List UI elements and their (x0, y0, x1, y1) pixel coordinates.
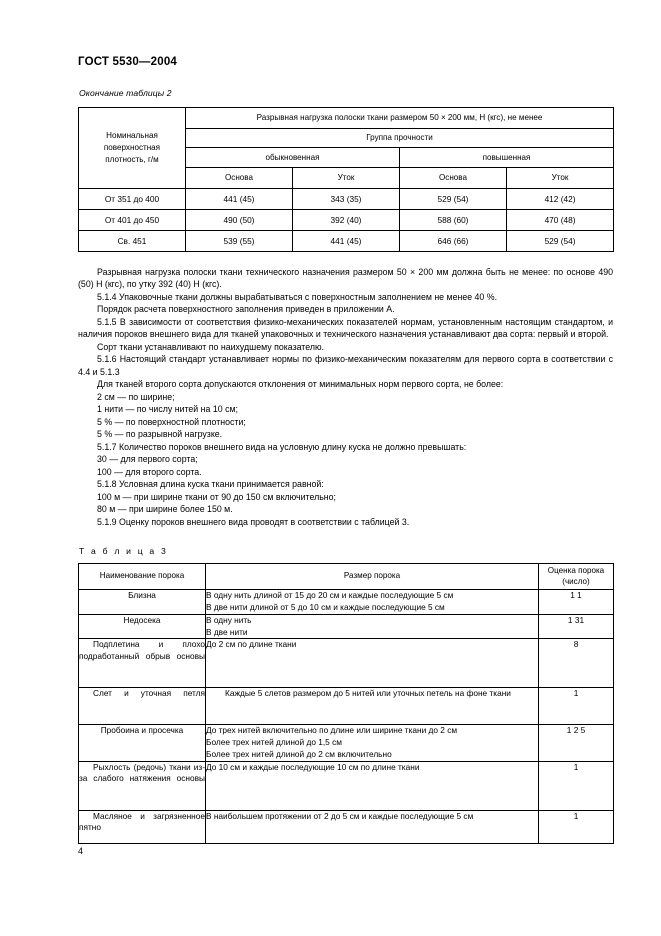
paragraph-dev-load: 5 % — по разрывной нагрузке. (97, 429, 223, 440)
table-row (79, 210, 614, 231)
page-content (78, 56, 613, 844)
table2-cell-inc-weft: 412 (42) (507, 189, 614, 210)
table2-cell-density: От 351 до 400 (79, 189, 186, 210)
table3-header-size: Размер порока (206, 564, 539, 590)
paragraph-dev-width: 2 см — по ширине; (97, 391, 175, 402)
table2-cell-inc-weft: 529 (54) (507, 231, 614, 252)
page-number: 4 (78, 846, 84, 856)
table2-header-increased: повышенная (400, 148, 614, 168)
table3-cell-score (539, 614, 614, 639)
table3-score-line: 1 (573, 688, 579, 699)
table3-score-line: 1 (577, 590, 582, 601)
body-text-block (78, 266, 613, 528)
table3-cell-size (206, 810, 539, 843)
table-row (79, 810, 614, 843)
table3-score-line: 1 (570, 590, 575, 601)
table3-cell-name: Рыхлость (редочь) ткани из-за слабого натяжения основы (79, 761, 206, 810)
table3-cell-size (206, 688, 539, 725)
table2-cell-ord-weft: 392 (40) (293, 210, 400, 231)
table2-header-weft-2: Уток (507, 168, 614, 189)
paragraph-calc-order: Порядок расчета поверхностного заполнения приведен в приложении А. (97, 304, 395, 315)
paragraph-5-1-9: 5.1.9 Оценку пороков внешнего вида проводят в соответствии с таблицей 3. (97, 516, 410, 527)
table3-cell-name: Слет и уточная петля (79, 688, 206, 725)
paragraph-5-1-6: 5.1.6 Настоящий стандарт устанавливает нормы по физико-механическим показателям для первого сорта в соответствии с 4.4 и 5.1.3 (78, 354, 613, 377)
table2-cell-ord-weft: 441 (45) (293, 231, 400, 252)
table3-size-line: До 10 см и каждые последующие 10 см по длине ткани (206, 761, 420, 772)
paragraph-defects-first: 30 — для первого сорта; (97, 454, 198, 465)
table2-cell-density: Св. 451 (79, 231, 186, 252)
table3-cell-size (206, 614, 539, 639)
table3-size-line: Каждые 5 слетов размером до 5 нитей или уточных петель на фоне ткани (225, 688, 511, 699)
paragraph-5-1-8: 5.1.8 Условная длина куска ткани принимается равной: (97, 479, 324, 490)
table2-cell-inc-warp: 646 (66) (400, 231, 507, 252)
table2-cell-inc-warp: 529 (54) (400, 189, 507, 210)
table-row (79, 590, 614, 615)
table2-caption: Окончание таблицы 2 (79, 88, 172, 98)
table-row (79, 725, 614, 761)
table3-size-line: В наибольшем протяжении от 2 до 5 см и каждые последующие 5 см (206, 810, 474, 821)
table2-cell-inc-warp: 588 (60) (400, 210, 507, 231)
table3-size-line: Более трех нитей длиной до 2 см включительно (206, 748, 392, 759)
table3-size-line: В одну нить длиной от 15 до 20 см и каждые последующие 5 см (206, 590, 454, 601)
table3-cell-size (206, 639, 539, 688)
table2-header-ordinary: обыкновенная (186, 148, 400, 168)
standard-header: ГОСТ 5530—2004 (78, 56, 178, 68)
table2-cell-ord-warp: 490 (50) (186, 210, 293, 231)
table3-header-score: Оценка порока (число) (539, 564, 614, 590)
table3-caption: Т а б л и ц а 3 (79, 546, 168, 557)
table3-score-line: 5 (580, 725, 586, 736)
table3-cell-name: Близна (79, 590, 206, 615)
table2-cell-ord-weft: 343 (35) (293, 189, 400, 210)
table3-cell-name: Недосека (79, 614, 206, 639)
table3-score-line: 31 (574, 614, 585, 625)
table3-score-line: 8 (573, 639, 579, 650)
table3-size-line: Более трех нитей длиной до 1,5 см (206, 737, 342, 748)
table3-score-line: 1 (566, 725, 572, 736)
table3-cell-score (539, 725, 614, 761)
table2-cell-ord-warp: 539 (55) (186, 231, 293, 252)
table3-size-line: В одну нить (206, 614, 252, 625)
table2-cell-density: От 401 до 450 (79, 210, 186, 231)
table3-cell-size (206, 761, 539, 810)
table3-cell-score (539, 810, 614, 843)
table-row (79, 761, 614, 810)
table3-size-line: До трех нитей включительно по длине или ширине ткани до 2 см (206, 725, 458, 736)
paragraph-5-1-5: 5.1.5 В зависимости от соответствия физико-механических показателей нормам, установленным настоящим стандартом, и наличия пороков внешнего вида для тканей упаковочных и технического назначения устанавливают два сорта: первый и второй. (78, 316, 613, 340)
table2-cell-inc-weft: 470 (48) (507, 210, 614, 231)
table3-cell-name: Пробоина и просечка (79, 725, 206, 761)
table-row (79, 231, 614, 252)
table2-cell-ord-warp: 441 (45) (186, 189, 293, 210)
table3-size-line: В две нити (206, 626, 248, 637)
paragraph-defects-second: 100 — для второго сорта. (97, 466, 202, 477)
table2-header-warp-1: Основа (186, 168, 293, 189)
table-2 (78, 107, 614, 252)
paragraph-dev-threads: 1 нити — по числу нитей на 10 см; (97, 404, 238, 415)
table3-score-line: 1 (573, 810, 579, 821)
table-row (79, 639, 614, 688)
paragraph-breaking-load: Разрывная нагрузка полоски ткани технического назначения размером 50 × 200 мм должна быть не менее: по основе 490 (50) Н (кгс), по утку 392 (40) Н (кгс). (78, 267, 613, 290)
table3-header-name: Наименование порока (79, 564, 206, 590)
table-3 (78, 563, 614, 843)
table2-header-load: Разрывная нагрузка полоски ткани размером 50 × 200 мм, Н (кгс), не менее (186, 108, 614, 129)
table3-cell-size (206, 590, 539, 615)
paragraph-grade-rule: Сорт ткани устанавливают по наихудшему показателю. (97, 341, 325, 352)
table3-cell-score (539, 590, 614, 615)
table3-cell-name: Масляное и загрязненное пятно (79, 810, 206, 843)
table2-header-strength-group: Группа прочности (186, 128, 614, 148)
table2-header-density: Номинальная поверхностная плотность, г/м (79, 108, 186, 189)
table3-cell-score (539, 688, 614, 725)
paragraph-length-100: 100 м — при ширине ткани от 90 до 150 см включительно; (97, 491, 336, 502)
table2-header-warp-2: Основа (400, 168, 507, 189)
table3-size-line: В две нити длиной от 5 до 10 см и каждые последующие 5 см (206, 601, 445, 612)
paragraph-5-1-7: 5.1.7 Количество пороков внешнего вида на условную длину куска не должно превышать: (97, 441, 467, 452)
table3-score-line: 2 (573, 725, 579, 736)
paragraph-second-grade: Для тканей второго сорта допускаются отклонения от минимальных норм первого сорта, не более: (97, 379, 504, 390)
paragraph-length-80: 80 м — при ширине более 150 м. (97, 504, 233, 515)
table3-cell-name: Подплетина и плохо подработанный обрыв основы (79, 639, 206, 688)
table2-header-weft-1: Уток (293, 168, 400, 189)
paragraph-dev-density: 5 % — по поверхностной плотности; (97, 416, 246, 427)
table3-cell-score (539, 639, 614, 688)
table2-header-row-1 (79, 108, 614, 129)
table3-header-row (79, 564, 614, 590)
table3-score-line: 1 (573, 761, 579, 772)
table-row (79, 189, 614, 210)
table3-size-line: До 2 см по длине ткани (206, 639, 297, 650)
table3-cell-size (206, 725, 539, 761)
table3-score-line: 1 (567, 614, 573, 625)
table-row (79, 614, 614, 639)
table3-cell-score (539, 761, 614, 810)
table-row (79, 688, 614, 725)
paragraph-5-1-4: 5.1.4 Упаковочные ткани должны вырабатываться с поверхностным заполнением не менее 40 %. (97, 291, 498, 302)
